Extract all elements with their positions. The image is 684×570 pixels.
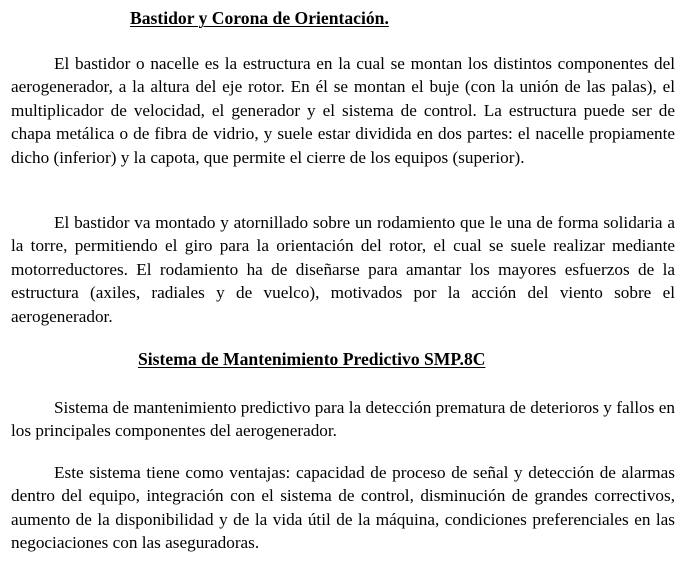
paragraph-smp-advantages: Este sistema tiene como ventajas: capacidad de proceso de señal y detección de alarmas dentro del equipo, integración con el sistema de control, disminución de grandes correctivos, aumento de la disponibilidad y de la vida útil de la máquina, condiciones preferenciales en las negociaciones con las aseguradoras.: [11, 463, 675, 553]
paragraph-bastidor-description: El bastidor o nacelle es la estructura en la cual se montan los distintos componentes del aerogenerador, a la altura del eje rotor. En él se montan el buje (con la unión de las palas), el multiplicador de velocidad, el generador y el sistema de control. La estructura puede ser de chapa metálica o de fibra de vidrio, y suele estar dividida en dos partes: el nacelle propiamente dicho (inferior) y la capota, que permite el cierre de los equipos (superior).: [11, 54, 675, 167]
paragraph-smp-description: Sistema de mantenimiento predictivo para la detección prematura de deterioros y fallos en los principales componentes del aerogenerador.: [11, 398, 675, 441]
section-heading-bastidor: Bastidor y Corona de Orientación.: [130, 8, 389, 28]
paragraph-bastidor-mounting: El bastidor va montado y atornillado sobre un rodamiento que le una de forma solidaria a la torre, permitiendo el giro para la orientación del rotor, el cual se suele realizar mediante motorreductores. El rodamiento ha de diseñarse para amantar los mayores esfuerzos de la estructura (axiles, radiales y de vuelco), motivados por la acción del viento sobre el aerogenerador.: [11, 213, 675, 326]
section-heading-smp: Sistema de Mantenimiento Predictivo SMP.8C: [138, 349, 486, 369]
